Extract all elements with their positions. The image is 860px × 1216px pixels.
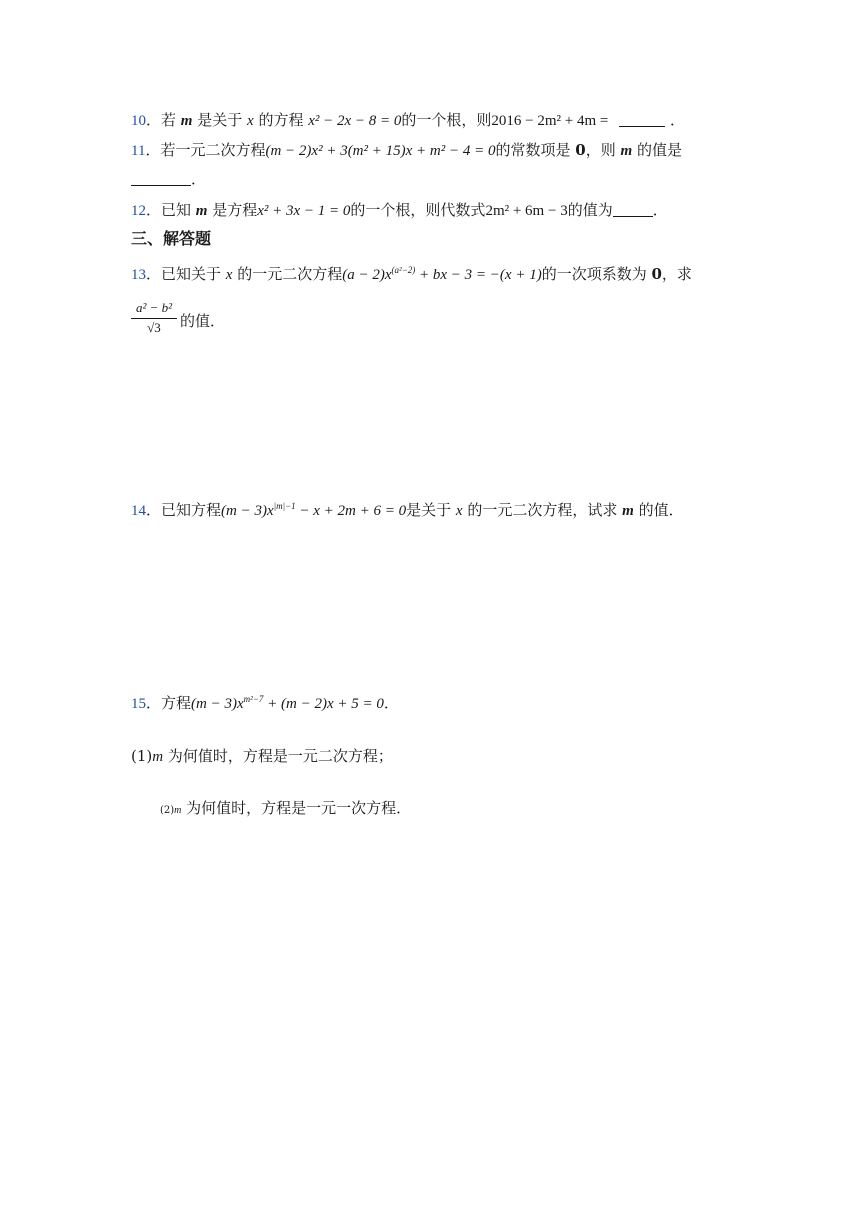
question-14: 14．已知方程$(m - 3)x^{|m|-1} - x + 2m + 6 = 0$是关于 x 的一元二次方程，试求 m 的值． (131, 501, 684, 519)
equation: x² − 2x − 8 = 0 (308, 113, 402, 129)
answer-blank[interactable] (131, 172, 191, 186)
question-number: 12 (131, 203, 146, 219)
expression: 2m² + 6m − 3 (485, 203, 568, 219)
equation: x² + 3x − 1 = 0 (257, 203, 351, 219)
question-number: 14 (131, 503, 146, 519)
answer-blank[interactable] (619, 113, 665, 127)
answer-blank[interactable] (613, 203, 653, 217)
question-15-part-1: (1)m 为何值时，方程是一元二次方程； (131, 747, 393, 765)
question-number: 10 (131, 113, 146, 129)
fraction (131, 300, 177, 335)
question-number: 13 (131, 267, 146, 283)
question-number: 11 (131, 143, 146, 159)
fraction-denominator: √3 (147, 319, 161, 335)
question-10: 10．若 m 是关于 x 的方程 x² − 2x − 8 = 0的一个根，则2016 − 2m² + 4m = ． (131, 111, 685, 129)
question-13-tail: 的值． (180, 312, 226, 330)
question-13: 13．已知关于 x 的一元二次方程$(a - 2)x^{(a^2-2)}$ + bx − 3 = −(x + 1)的一次项系数为 0，求 (131, 265, 692, 283)
question-11: 11．若一元二次方程(m − 2)x² + 3(m² + 15)x + m² − 4 = 0的常数项是 0，则 m 的值是 (131, 141, 682, 159)
equation: $(a - 2)x^{(a^2-2)}$ + bx − 3 = −(x + 1) (342, 265, 542, 283)
question-number: 15 (131, 696, 146, 712)
section-heading: 三、解答题 (131, 229, 212, 248)
question-15-part-2: (2)m 为何值时，方程是一元一次方程． (160, 799, 412, 817)
question-12: 12．已知 m 是方程x² + 3x − 1 = 0的一个根，则代数式2m² + 6m − 3的值为 ． (131, 201, 668, 219)
question-11-answer-line: ． (131, 170, 206, 188)
expression: 2016 − 2m² + 4m = (491, 113, 609, 129)
fraction-numerator: a² − b² (131, 300, 177, 319)
equation: $(m - 3)x^{m^2-7} + (m - 2)x + 5 = 0$ (191, 694, 384, 712)
equation: (m − 2)x² + 3(m² + 15)x + m² − 4 = 0 (265, 143, 496, 159)
equation: $(m - 3)x^{|m|-1} - x + 2m + 6 = 0$ (221, 501, 407, 519)
question-15: 15．方程$(m - 3)x^{m^2-7} + (m - 2)x + 5 = 0$． (131, 694, 399, 712)
